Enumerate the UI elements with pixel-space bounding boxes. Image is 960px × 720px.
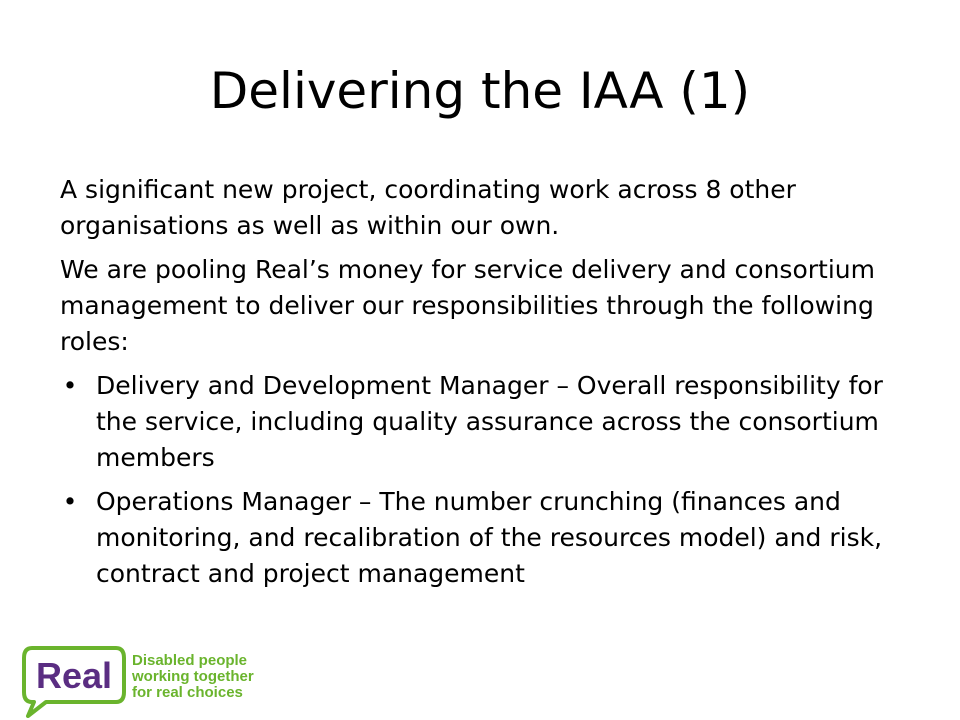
body-paragraph-2: We are pooling Real’s money for service delivery and consortium management to deliver our responsibilities through the following roles: (60, 255, 875, 356)
bullet-list (60, 368, 920, 592)
bullet-item (60, 484, 920, 592)
logo-wordmark: Real (35, 655, 113, 696)
logo-tagline-line: Disabled people (132, 652, 248, 669)
bullet-icon: • (62, 371, 78, 400)
logo-tagline (132, 653, 252, 701)
bullet-text: Operations Manager – The number crunching (finances and monitoring, and recalibration of the resources model) and risk, contract and project management (96, 487, 883, 588)
slide-body (60, 172, 920, 600)
real-logo (18, 640, 254, 718)
bullet-item (60, 368, 920, 476)
body-paragraph-1: A significant new project, coordinating work across 8 other organisations as well as within our own. (60, 175, 796, 240)
logo-tagline-line: for real choices (132, 684, 243, 701)
logo-tagline-line: working together (132, 668, 254, 685)
slide-title: Delivering the IAA (1) (209, 62, 751, 120)
bullet-text: Delivery and Development Manager – Overall responsibility for the service, including quality assurance across the consortium members (96, 371, 883, 472)
speech-bubble-logo-icon (18, 640, 130, 718)
bullet-icon: • (62, 487, 78, 516)
